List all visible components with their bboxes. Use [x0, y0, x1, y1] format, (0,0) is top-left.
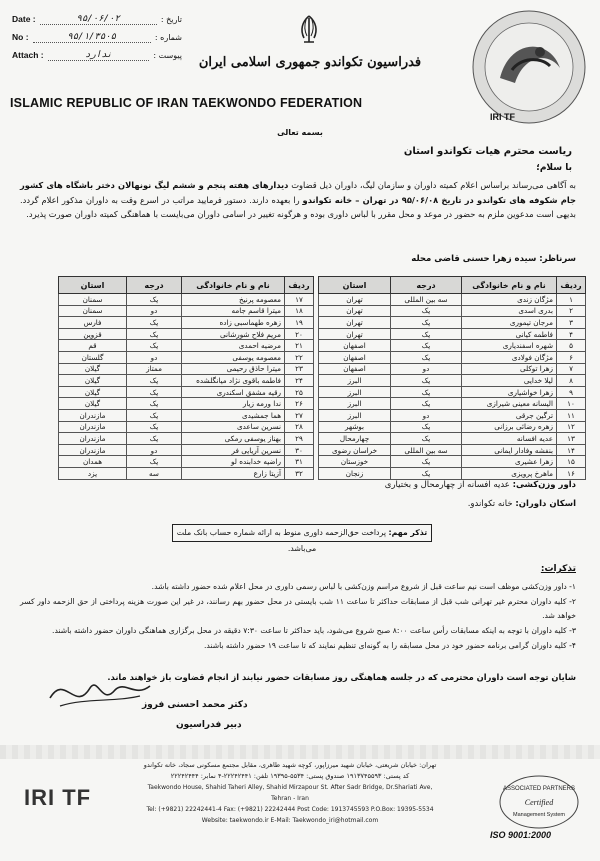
table-row — [59, 398, 314, 410]
referee-name: نسرین آریایی فر — [182, 444, 285, 456]
referee-grade: سه بین المللی — [391, 444, 462, 456]
col-row: ردیف — [557, 277, 586, 294]
table-row — [319, 363, 586, 375]
footer-logo: IRI TF — [24, 785, 92, 810]
table-row — [59, 467, 314, 479]
row-number: ۲۹ — [285, 433, 314, 445]
referee-province: اصفهان — [319, 363, 391, 375]
referee-province: البرز — [319, 398, 391, 410]
row-number: ۲۸ — [285, 421, 314, 433]
number-label: No : — [12, 32, 29, 42]
lodging-value: خانه تکواندو. — [467, 499, 513, 509]
table-row — [59, 363, 314, 375]
certification-badge-icon — [498, 774, 580, 830]
referee-name: ندا ورمه زیار — [182, 398, 285, 410]
table-row — [319, 351, 586, 363]
referee-province: تهران — [319, 294, 391, 306]
para-bold: دیدارهای هفته پنجم و ششم لیگ نونهالان دختر باشگاه های کشور جام شکوفه های تکواندو در تاریخ ۹۵/۰۶/۰۸ در تهران – خانه تکواندو — [20, 180, 576, 205]
row-number: ۳۰ — [285, 444, 314, 456]
table-row — [319, 340, 586, 352]
referee-grade: یک — [391, 456, 462, 468]
referee-province: بوشهر — [319, 421, 391, 433]
referee-name: میترا قاسم جامه — [182, 305, 285, 317]
row-number: ۱۴ — [557, 444, 586, 456]
referee-name: هما جمشیدی — [182, 409, 285, 421]
referee-name: مریم فلاح شورشانی — [182, 328, 285, 340]
table-row — [319, 456, 586, 468]
row-number: ۵ — [557, 340, 586, 352]
referee-grade: یک — [391, 433, 462, 445]
head-referee: سرناظر: سیده زهرا حسنی قاضی محله — [411, 254, 576, 264]
table-row — [319, 305, 586, 317]
referee-grade: یک — [391, 340, 462, 352]
referee-name: الیسانه معینی شیرازی — [462, 398, 557, 410]
col-grade: درجه — [391, 277, 462, 294]
referee-province: مازندران — [59, 444, 127, 456]
referee-grade: یک — [391, 317, 462, 329]
row-number: ۳۱ — [285, 456, 314, 468]
note-item: ۱- داور وزن‌کشی موظف است نیم ساعت قبل از شروع مراسم وزن‌کشی با لباس رسمی داوری در محل اعلام شده حضور داشته باشد. — [151, 582, 576, 591]
date-value: ۹۵/۰۶/۰۲ — [40, 14, 157, 25]
iran-emblem-icon — [296, 12, 322, 52]
referee-name: ماهرخ پرویزی — [462, 467, 557, 479]
referee-table-right — [318, 276, 586, 480]
referee-name: معصومه پرنیخ — [182, 294, 285, 306]
date-row — [12, 10, 182, 28]
referee-province: تهران — [319, 328, 391, 340]
referee-grade: یک — [391, 398, 462, 410]
referee-table-left — [58, 276, 314, 480]
referee-name: معصومه یوسفی — [182, 351, 285, 363]
referee-name: بدری اسدی — [462, 305, 557, 317]
row-number: ۱۱ — [557, 409, 586, 421]
weigh-in-referee — [385, 480, 576, 490]
para-part-1: به آگاهی می‌رساند براساس اعلام کمیته داوران و سازمان لیگ، داوران ذیل قضاوت — [291, 180, 576, 190]
letter-paragraph — [20, 178, 576, 222]
table-row — [319, 444, 586, 456]
row-number: ۱ — [557, 294, 586, 306]
number-label-fa: : شماره — [154, 32, 182, 42]
row-number: ۱۶ — [557, 467, 586, 479]
referee-grade: یک — [391, 386, 462, 398]
referee-province: خراسان رضوی — [319, 444, 391, 456]
referee-name: مرضیه احمدی — [182, 340, 285, 352]
number-row — [12, 28, 182, 46]
referee-name: بنفشه وفادار ایمانی — [462, 444, 557, 456]
referee-province: گیلان — [59, 375, 127, 387]
letter-meta — [12, 10, 182, 64]
referee-province: اصفهان — [319, 340, 391, 352]
para-part-2: را بعهده دارند. دستور فرمایید مراتب در اسرع وقت به داوران مذکور اعلام گردد. بدیهی است مدعوین ملزم به حضور در موعد و محل مقرر با لباس داوری بوده و هرگونه تغییر در اسامی داوران می‌بایست با هماهنگی کمیته داوران صورت پذیرد. — [20, 194, 576, 219]
date-label-fa: : تاریخ — [160, 14, 182, 24]
referee-grade: یک — [391, 467, 462, 479]
referee-name: رقیه مشفق اسکندری — [182, 386, 285, 398]
row-number: ۳۲ — [285, 467, 314, 479]
referee-name: راضیه خدابنده لو — [182, 456, 285, 468]
table-row — [319, 398, 586, 410]
number-value: ۹۵/۱/۳۵۰۵ — [33, 32, 151, 43]
referee-name: زهرا توکلی — [462, 363, 557, 375]
referee-grade: دو — [391, 409, 462, 421]
col-grade: درجه — [127, 277, 182, 294]
referee-grade: ممتاز — [127, 363, 182, 375]
referee-name: شهره اسفندیاری — [462, 340, 557, 352]
table-row — [59, 328, 314, 340]
referee-province: اصفهان — [319, 351, 391, 363]
referee-province: سمنان — [59, 305, 127, 317]
row-number: ۲۲ — [285, 351, 314, 363]
referee-grade: دو — [127, 305, 182, 317]
referee-grade: سه — [127, 467, 182, 479]
notes-heading: تذکرات: — [540, 564, 576, 574]
row-number: ۱۷ — [285, 294, 314, 306]
referee-grade: یک — [127, 433, 182, 445]
referee-grade: یک — [127, 421, 182, 433]
referee-name: زهره طهماسبی زاده — [182, 317, 285, 329]
row-number: ۱۹ — [285, 317, 314, 329]
row-number: ۷ — [557, 363, 586, 375]
table-row — [59, 444, 314, 456]
table-row — [59, 351, 314, 363]
important-notice — [172, 524, 432, 553]
note-item: ۳- کلیه داوران با توجه به اینکه مسابقات رأس ساعت ۸:۰۰ صبح شروع می‌شود، باید حداکثر تا ساعت ۷:۳۰ دقیقه در محل برگزاری هماهنگی داوران حضور داشته باشند. — [52, 626, 576, 635]
referee-grade: دو — [127, 444, 182, 456]
referee-name: زهره رضائی برزانی — [462, 421, 557, 433]
referee-name: مرجان تیموری — [462, 317, 557, 329]
referee-name: فاطمه باقوی نژاد میانگلشده — [182, 375, 285, 387]
referee-name: عدیه افسانه — [462, 433, 557, 445]
phone-en: Tel: (+9821) 22242441-4 Fax: (+9821) 22242444 Post Code: 1913745593 P.O.Box: 19395-5534 — [146, 806, 434, 813]
referee-grade: یک — [127, 340, 182, 352]
row-number: ۲۴ — [285, 375, 314, 387]
referee-grade: دو — [127, 351, 182, 363]
row-number: ۶ — [557, 351, 586, 363]
table-row — [59, 433, 314, 445]
final-note: شایان توجه است داوران محترمی که در جلسه هماهنگی روز مسابقات حضور نیابند از انجام قضاوت باز خواهند ماند. — [107, 672, 576, 682]
table-row — [319, 294, 586, 306]
referee-grade: دو — [391, 363, 462, 375]
col-row: ردیف — [285, 277, 314, 294]
referee-grade: یک — [391, 351, 462, 363]
attach-label-fa: : پیوست — [153, 50, 182, 60]
weigh-value: عدیه افسانه از چهارمحال و بختیاری — [384, 480, 510, 490]
notice-value: پرداخت حق‌الزحمه داوری منوط به ارائه شماره حساب بانک ملت می‌باشد. — [176, 528, 387, 553]
attach-value: ندارد — [48, 50, 150, 61]
weigh-label: داور وزن‌کشی: — [512, 480, 576, 490]
referee-grade: یک — [391, 421, 462, 433]
table-row — [59, 340, 314, 352]
referee-name: بهناز یوسفی رمکی — [182, 433, 285, 445]
signatory-title: دبیر فدراسیون — [176, 720, 242, 730]
referee-grade: یک — [391, 305, 462, 317]
referee-name: نسرین ساعدی — [182, 421, 285, 433]
referee-grade: یک — [127, 456, 182, 468]
table-row — [319, 375, 586, 387]
referee-province: سمنان — [59, 294, 127, 306]
referee-grade: یک — [127, 375, 182, 387]
row-number: ۲۳ — [285, 363, 314, 375]
referee-grade: یک — [391, 375, 462, 387]
table-row — [319, 433, 586, 445]
referee-province: فارس — [59, 317, 127, 329]
referee-province: مازندران — [59, 433, 127, 445]
referee-grade: یک — [127, 409, 182, 421]
notice-label: تذکر مهم: — [388, 528, 428, 537]
row-number: ۱۵ — [557, 456, 586, 468]
referee-name: مژگان زندی — [462, 294, 557, 306]
row-number: ۱۸ — [285, 305, 314, 317]
attach-row — [12, 46, 182, 64]
referee-province: چهارمحال — [319, 433, 391, 445]
referee-province: البرز — [319, 375, 391, 387]
phones-fa: کد پستی: ۱۹۱۳۷۴۵۵۹۳ صندوق پستی: ۵۵۳۴-۱۹۳۹۵ تلفن: ۲۲۲۴۲۴۴۱-۴ نمابر: ۲۲۲۴۲۴۴۴ — [170, 772, 410, 780]
table-row — [59, 421, 314, 433]
notes-list — [20, 580, 576, 654]
table-row — [59, 409, 314, 421]
table-row — [319, 421, 586, 433]
row-number: ۳ — [557, 317, 586, 329]
referee-name: ترگین جرقی — [462, 409, 557, 421]
signature-icon — [40, 668, 160, 718]
referee-province: البرز — [319, 409, 391, 421]
attach-label: Attach : — [12, 50, 44, 60]
referee-name: فاطمه کیانی — [462, 328, 557, 340]
col-name: نام و نام خانوادگی — [462, 277, 557, 294]
referee-province: گلستان — [59, 351, 127, 363]
table-row — [59, 294, 314, 306]
row-number: ۸ — [557, 375, 586, 387]
referee-name: میترا حاذق رحیمی — [182, 363, 285, 375]
referee-name: زهرا عشیری — [462, 456, 557, 468]
federation-logo-icon — [470, 8, 588, 126]
referee-province: مازندران — [59, 409, 127, 421]
table-row — [319, 328, 586, 340]
row-number: ۴ — [557, 328, 586, 340]
lodging-label: اسکان داوران: — [515, 499, 576, 509]
row-number: ۲۷ — [285, 409, 314, 421]
referee-name: لیلا خدایی — [462, 375, 557, 387]
referee-province: البرز — [319, 386, 391, 398]
row-number: ۱۰ — [557, 398, 586, 410]
col-name: نام و نام خانوادگی — [182, 277, 285, 294]
note-item: ۲- کلیه داوران محترم غیر تهرانی شب قبل از مسابقات حداکثر تا ساعت ۱۱ شب بایستی در محل حضور بهم رسانند، در غیر این صورت هزینه پرداختی از حق الزحمه داور کسر خواهد شد. — [20, 597, 576, 620]
besme: بسمه تعالی — [277, 128, 323, 137]
referee-lodging — [468, 499, 576, 509]
date-label: Date : — [12, 14, 36, 24]
referee-province: زنجان — [319, 467, 391, 479]
row-number: ۲۰ — [285, 328, 314, 340]
referee-province: قزوین — [59, 328, 127, 340]
address-fa: تهران: خیابان شریعتی، خیابان شهید میرزاپور، کوچه شهید طاهری، مقابل مجتمع مسکونی سجاد، خانه تکواندو — [143, 761, 437, 769]
referee-name: زهرا خواشیاری — [462, 386, 557, 398]
table-row — [59, 456, 314, 468]
footer-pattern — [0, 745, 600, 759]
row-number: ۲۱ — [285, 340, 314, 352]
row-number: ۲۵ — [285, 386, 314, 398]
referee-province: همدان — [59, 456, 127, 468]
row-number: ۱۳ — [557, 433, 586, 445]
recipient: ریاست محترم هیات تکواندو استان — [403, 146, 572, 157]
referee-grade: یک — [127, 386, 182, 398]
referee-province: قم — [59, 340, 127, 352]
cert-bottom: Management System — [513, 812, 565, 818]
referee-grade: یک — [127, 317, 182, 329]
table-row — [59, 305, 314, 317]
row-number: ۹ — [557, 386, 586, 398]
referee-province: مازندران — [59, 421, 127, 433]
web-en: Website: taekwondo.ir E-Mail: Taekwondo_iri@hotmail.com — [201, 817, 379, 824]
referee-grade: یک — [127, 294, 182, 306]
footer-contact — [140, 760, 440, 826]
col-province: استان — [59, 277, 127, 294]
iso-label: ISO 9001:2000 — [490, 830, 552, 840]
signatory-name: دکتر محمد احسنی فروز — [142, 700, 248, 710]
federation-name-fa: فدراسیون تکواندو جمهوری اسلامی ایران — [198, 55, 422, 70]
referee-province: تهران — [319, 305, 391, 317]
referee-grade: سه بین المللی — [391, 294, 462, 306]
referee-name: آزیتا زارع — [182, 467, 285, 479]
address-en: Taekwondo House, Shahid Taheri Alley, Shahid Mirzapour St. After Sadr Bridge, Dr.Shariati Ave, Tehran - Iran — [147, 784, 433, 802]
table-row — [59, 317, 314, 329]
table-row — [319, 386, 586, 398]
referee-province: خوزستان — [319, 456, 391, 468]
logo-brand: IRI TF — [490, 112, 515, 122]
greeting: با سلام؛ — [536, 163, 572, 173]
cert-mid: Certified — [524, 798, 554, 807]
referee-province: گیلان — [59, 398, 127, 410]
row-number: ۱۲ — [557, 421, 586, 433]
referee-province: یزد — [59, 467, 127, 479]
referee-grade: یک — [127, 398, 182, 410]
col-province: استان — [319, 277, 391, 294]
referee-province: تهران — [319, 317, 391, 329]
note-item: ۴- کلیه داوران گرامی برنامه حضور خود در محل مسابقه را به گونه‌ای تنظیم نمایند که تا ساعت ۱۹ حضور داشته باشند. — [204, 641, 576, 650]
federation-name-en: ISLAMIC REPUBLIC OF IRAN TAEKWONDO FEDERATION — [10, 96, 363, 110]
referee-province: گیلان — [59, 386, 127, 398]
table-row — [319, 409, 586, 421]
row-number: ۲ — [557, 305, 586, 317]
table-row — [319, 467, 586, 479]
row-number: ۲۶ — [285, 398, 314, 410]
referee-province: گیلان — [59, 363, 127, 375]
table-row — [59, 386, 314, 398]
cert-top: ASSOCIATED PARTNERS — [502, 786, 576, 792]
table-row — [59, 375, 314, 387]
referee-grade: یک — [391, 328, 462, 340]
table-row — [319, 317, 586, 329]
referee-grade: یک — [127, 328, 182, 340]
referee-name: مژگان فولادی — [462, 351, 557, 363]
